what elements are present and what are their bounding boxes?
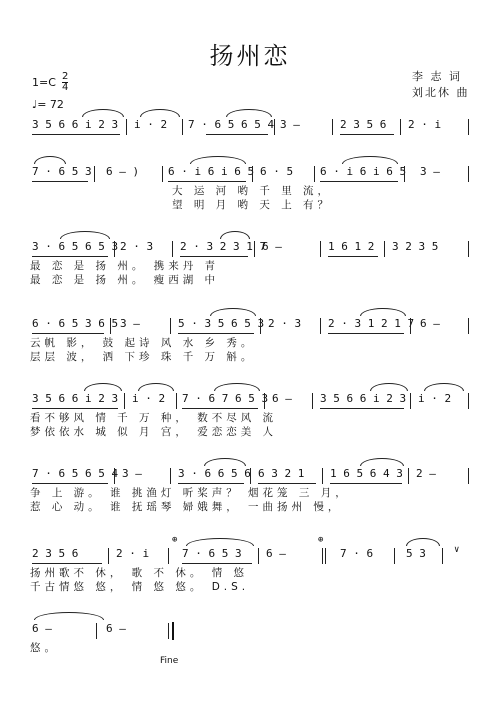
barline: [322, 548, 323, 564]
music-system-8: [30, 622, 470, 666]
measure: 6 – ): [106, 165, 140, 178]
measure: 6 –: [420, 317, 440, 330]
coda-sign-icon: ⊕: [318, 535, 324, 545]
beam: [320, 181, 398, 182]
barline: [126, 119, 127, 135]
beam: [340, 134, 394, 135]
measure: 5 · 3 5 6 5 3: [178, 317, 265, 330]
measure: 7 · 6: [340, 547, 374, 560]
measure: 6 –: [262, 240, 282, 253]
lyrics-verse-1: 大 运 河 哟 千 里 流，: [172, 185, 333, 197]
beam: [330, 483, 402, 484]
lyrics-verse-2: 层层 波， 洒 下珍 珠 千 万 斛。: [30, 351, 256, 363]
beam: [206, 134, 268, 135]
barline: [410, 393, 411, 409]
lyrics-verse-1: 扬州歌不 休， 歌 不 休。 情 悠: [30, 567, 249, 579]
measure: 6 –: [272, 392, 292, 405]
measure: 6 3 2 1: [258, 467, 305, 480]
beam: [32, 333, 104, 334]
barline: [442, 548, 443, 564]
barline: [468, 119, 469, 135]
slur: [186, 538, 254, 546]
lyrics-verse-1: 云帆 影， 鼓 起诗 风 水 乡 秀。: [30, 337, 256, 349]
music-system-4: [30, 317, 470, 363]
measure: 7 · 6 5 6 5 4: [32, 467, 119, 480]
time-signature: $\frac{2}{4}$: [62, 71, 69, 93]
barline: [252, 166, 253, 182]
barline: [258, 548, 259, 564]
measure: 7 · 6 5 3: [32, 165, 92, 178]
measure: 3 5 6 6 i 2 3: [32, 392, 119, 405]
key-signature: 1=C: [32, 76, 56, 89]
notes-row: [30, 317, 470, 335]
slur: [360, 458, 404, 466]
lyrics-verse-2: 梦依依水 城 似 月 宫， 爱恋恋美 人: [30, 426, 278, 438]
measure: 5 3: [406, 547, 426, 560]
measure: 7 · 6 5 3: [182, 547, 242, 560]
beam: [178, 333, 254, 334]
barline: [250, 468, 251, 484]
measure: 3 –: [122, 467, 142, 480]
barline: [384, 241, 385, 257]
barline: [172, 241, 173, 257]
measure: 2 · 3: [268, 317, 302, 330]
barline: [170, 318, 171, 334]
lyrics-verse-2: 最 恋 是 扬 州。 瘦西湖 中: [30, 274, 220, 286]
song-title: 扬州恋: [209, 42, 291, 70]
barline: [320, 318, 321, 334]
music-system-1: [30, 118, 470, 136]
measure: 3 –: [280, 118, 300, 131]
notes-row: [30, 535, 470, 565]
lyrics-verse-1: 最 恋 是 扬 州。 携来丹 青: [30, 260, 220, 272]
breath-mark-icon: ∨: [454, 545, 460, 555]
measure: 7 · 6 7 6 5 3: [182, 392, 269, 405]
slur: [214, 383, 260, 391]
slur: [60, 231, 110, 239]
barline: [168, 548, 169, 564]
slur: [210, 308, 256, 316]
lyrics-verse-1: 悠。: [30, 642, 59, 654]
beam: [320, 408, 404, 409]
beam: [328, 256, 378, 257]
measure: 6 –: [266, 547, 286, 560]
measure: 3 2 3 5: [392, 240, 439, 253]
beam: [328, 333, 404, 334]
slur: [424, 383, 464, 391]
measure: 6 · 5: [260, 165, 294, 178]
slur: [204, 458, 246, 466]
barline: [312, 393, 313, 409]
notes-row: [30, 467, 470, 485]
notes-row: [30, 165, 470, 183]
barline: [325, 548, 326, 564]
barline: [408, 468, 409, 484]
measure: 2 · i: [116, 547, 150, 560]
lyrics-verse-2: 惹 心 动。 谁 抚瑶琴 婦娥舞， 一曲扬州 慢，: [30, 501, 343, 513]
slur: [406, 538, 440, 546]
measure: 3 –: [120, 317, 140, 330]
barline: [162, 166, 163, 182]
music-system-6: [30, 467, 470, 513]
slur: [220, 231, 250, 239]
barline: [96, 623, 97, 639]
slur: [226, 109, 272, 117]
barline: [260, 318, 261, 334]
measure: 7 · 6 5 6 5 4: [188, 118, 275, 131]
coda-sign-icon: ⊕: [172, 535, 178, 545]
measure: 1 6 1 2: [328, 240, 375, 253]
barline: [332, 119, 333, 135]
barline: [468, 468, 469, 484]
measure: 2 3 5 6: [32, 547, 79, 560]
measure: 2 · i: [408, 118, 442, 131]
barline: [108, 548, 109, 564]
measure: 1 6 5 6 4 3: [330, 467, 403, 480]
music-system-2: [30, 165, 470, 211]
fine-marking: Fine: [160, 656, 179, 666]
barline: [320, 241, 321, 257]
measure: 2 3 5 6: [340, 118, 387, 131]
notes-row: [30, 622, 470, 640]
lyrics-verse-1: 争 上 游。 谁 挑渔灯 听桨声？ 烟花笼 三 月，: [30, 487, 350, 499]
barline: [114, 241, 115, 257]
notes-row: [30, 392, 470, 410]
measure: 3 5 6 6 i 2 3: [32, 118, 119, 131]
barline: [404, 166, 405, 182]
beam: [182, 408, 258, 409]
barline: [110, 318, 111, 334]
measure: i · 2: [134, 118, 168, 131]
beam: [258, 483, 316, 484]
measure: 2 · 3 2 3 1 7: [180, 240, 267, 253]
beam: [32, 483, 108, 484]
measure: 6 · i 6 i 6 5: [168, 165, 255, 178]
beam: [32, 181, 88, 182]
music-system-7: [30, 535, 470, 593]
tempo-marking: ♩= 72: [32, 98, 64, 111]
measure: 6 · i 6 i 6 5: [320, 165, 407, 178]
slur: [140, 109, 180, 117]
lyrics-verse-1: 看不够风 情 千 万 种， 数不尽风 流: [30, 412, 278, 424]
barline: [264, 393, 265, 409]
barline: [170, 468, 171, 484]
measure: 6 –: [106, 622, 126, 635]
barline: [176, 393, 177, 409]
barline: [168, 623, 169, 639]
barline: [468, 318, 469, 334]
measure: 6 –: [32, 622, 52, 635]
measure: 6 · 6 5 3 6 5: [32, 317, 119, 330]
slur: [34, 612, 104, 620]
barline: [182, 119, 183, 135]
slur: [82, 109, 124, 117]
barline: [254, 241, 255, 257]
composer-credit: 刘北休 曲: [412, 86, 470, 99]
beam: [32, 256, 108, 257]
beam: [32, 563, 102, 564]
barline: [468, 166, 469, 182]
slur: [342, 156, 398, 164]
barline: [274, 119, 275, 135]
barline: [468, 241, 469, 257]
music-system-5: [30, 392, 470, 438]
measure: 2 –: [416, 467, 436, 480]
lyricist-credit: 李 志 词: [412, 70, 462, 83]
beam: [180, 256, 248, 257]
barline: [468, 393, 469, 409]
barline: [114, 468, 115, 484]
slur: [360, 308, 406, 316]
slur: [370, 383, 408, 391]
beam: [32, 134, 120, 135]
measure: i · 2: [418, 392, 452, 405]
measure: 3 5 6 6 i 2 3: [320, 392, 407, 405]
barline: [124, 393, 125, 409]
measure: 2 · 3 1 2 1 7: [328, 317, 415, 330]
beam: [182, 563, 252, 564]
measure: 3 –: [420, 165, 440, 178]
barline: [314, 166, 315, 182]
measure: 3 · 6 5 6 5 3: [32, 240, 119, 253]
slur: [190, 156, 246, 164]
barline: [410, 318, 411, 334]
notes-row: [30, 240, 470, 258]
beam: [178, 483, 244, 484]
final-barline: [172, 622, 174, 640]
beam: [168, 181, 246, 182]
slur: [138, 383, 174, 391]
notes-row: [30, 118, 470, 136]
beam: [32, 408, 118, 409]
lyrics-verse-2: 千古情悠 悠， 情 悠 悠。 D.S.: [30, 581, 250, 593]
measure: i · 2: [132, 392, 166, 405]
slur: [34, 156, 66, 164]
lyrics-verse-2: 望 明 月 哟 天 上 有？: [172, 199, 333, 211]
measure: 3 · 6 6 5 6: [178, 467, 251, 480]
measure: 2 · 3: [120, 240, 154, 253]
barline: [394, 548, 395, 564]
barline: [322, 468, 323, 484]
barline: [400, 119, 401, 135]
barline: [94, 166, 95, 182]
slur: [84, 383, 122, 391]
music-system-3: [30, 240, 470, 286]
